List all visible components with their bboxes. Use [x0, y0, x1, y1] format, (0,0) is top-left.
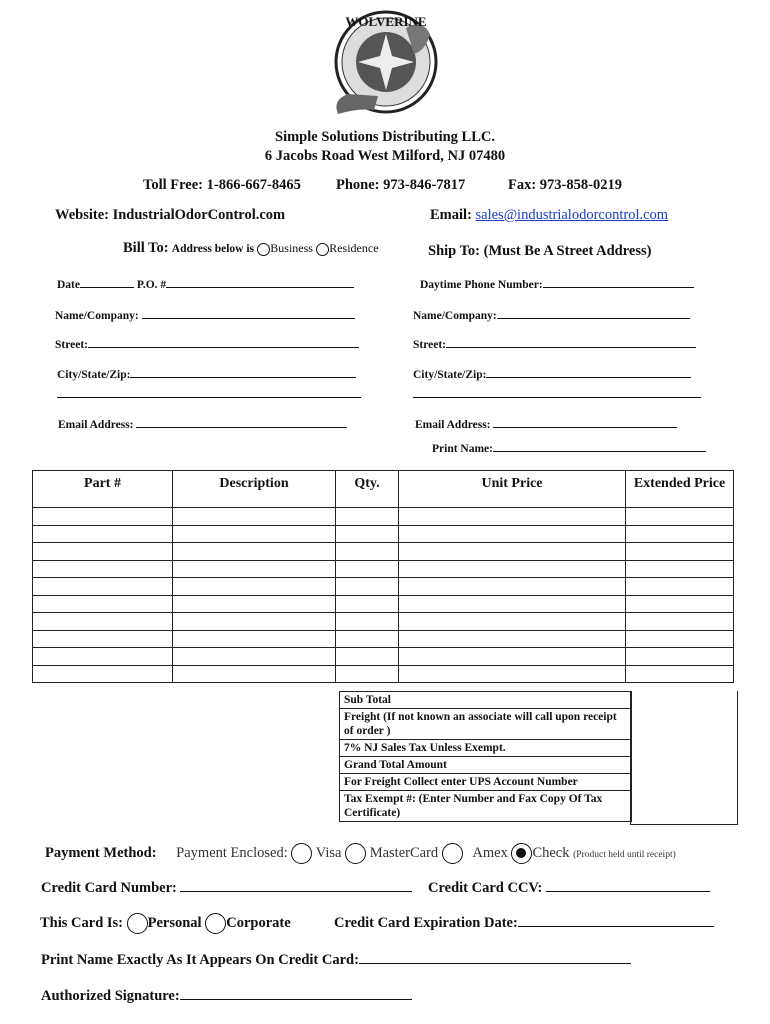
table-cell[interactable]	[626, 508, 734, 526]
mastercard-label: MasterCard	[369, 844, 439, 861]
table-cell[interactable]	[336, 665, 399, 683]
table-cell[interactable]	[399, 595, 626, 613]
residence-radio[interactable]	[316, 243, 329, 256]
corporate-radio[interactable]	[205, 913, 226, 934]
table-row	[33, 648, 734, 666]
table-cell[interactable]	[33, 613, 173, 631]
ship-city-field[interactable]: City/State/Zip:	[413, 365, 691, 381]
po-label: P.O. #	[136, 279, 167, 291]
ship-name-field[interactable]: Name/Company:	[413, 306, 690, 322]
table-cell[interactable]	[399, 613, 626, 631]
table-cell[interactable]	[33, 508, 173, 526]
totals-label: For Freight Collect enter UPS Account Number	[340, 774, 632, 791]
payment-enclosed-radio[interactable]	[291, 843, 312, 864]
table-cell[interactable]	[173, 508, 336, 526]
card-number-field[interactable]: Credit Card Number:	[41, 879, 412, 897]
table-cell[interactable]	[336, 578, 399, 596]
email-link[interactable]: sales@industrialodorcontrol.com	[475, 207, 669, 223]
bill-city-line-2[interactable]	[57, 385, 361, 403]
visa-label: Visa	[315, 844, 342, 861]
totals-row	[340, 791, 632, 822]
ship-street-field[interactable]: Street:	[413, 335, 696, 351]
card-expiration-field[interactable]: Credit Card Expiration Date:	[334, 914, 714, 932]
email-line	[430, 207, 668, 224]
table-cell[interactable]	[173, 665, 336, 683]
wolverine-logo	[318, 10, 448, 122]
totals-label: Tax Exempt #: (Enter Number and Fax Copy Of Tax Certificate)	[340, 791, 632, 822]
table-cell[interactable]	[626, 595, 734, 613]
visa-radio[interactable]	[345, 843, 366, 864]
payment-method-label: Payment Method:	[45, 844, 157, 861]
totals-label: Sub Total	[340, 692, 632, 709]
bill-city-field[interactable]: City/State/Zip:	[57, 365, 356, 381]
check-note: (Product held until receipt)	[573, 849, 676, 860]
table-cell[interactable]	[399, 665, 626, 683]
table-cell[interactable]	[626, 613, 734, 631]
table-row	[33, 630, 734, 648]
table-cell[interactable]	[33, 630, 173, 648]
table-cell[interactable]	[173, 525, 336, 543]
website: Website: IndustrialOdorControl.com	[55, 207, 286, 223]
table-row	[33, 613, 734, 631]
ship-email-field[interactable]: Email Address:	[415, 415, 677, 431]
ship-to-label: Ship To: (Must Be A Street Address)	[428, 243, 652, 259]
table-cell[interactable]	[399, 578, 626, 596]
table-cell[interactable]	[33, 543, 173, 561]
table-cell[interactable]	[399, 648, 626, 666]
table-cell[interactable]	[626, 648, 734, 666]
table-cell[interactable]	[626, 543, 734, 561]
table-cell[interactable]	[399, 508, 626, 526]
bill-to-label: Bill To:	[123, 240, 169, 256]
toll-free: Toll Free: 1-866-667-8465	[143, 177, 301, 193]
table-cell[interactable]	[33, 595, 173, 613]
business-radio[interactable]	[257, 243, 270, 256]
corporate-label: Corporate	[226, 914, 291, 931]
bill-to-line	[123, 240, 379, 257]
table-cell[interactable]	[173, 648, 336, 666]
totals-row	[340, 709, 632, 740]
totals-label: Freight (If not known an associate will call upon receipt of order )	[340, 709, 632, 740]
table-cell[interactable]	[336, 560, 399, 578]
table-row	[33, 508, 734, 526]
fax: Fax: 973-858-0219	[508, 177, 622, 193]
date-field[interactable]: Date P.O. #	[57, 275, 354, 291]
payment-enclosed-label: Payment Enclosed:	[176, 844, 288, 861]
table-row	[33, 543, 734, 561]
company-address: 6 Jacobs Road West Milford, NJ 07480	[264, 148, 506, 164]
header-qty: Qty.	[336, 471, 399, 508]
header-description: Description	[173, 471, 336, 508]
table-cell[interactable]	[173, 630, 336, 648]
table-cell[interactable]	[33, 648, 173, 666]
totals-row	[340, 740, 632, 757]
phone: Phone: 973-846-7817	[336, 177, 466, 193]
email-label: Email:	[430, 207, 472, 223]
table-cell[interactable]	[626, 560, 734, 578]
table-cell[interactable]	[173, 560, 336, 578]
table-cell[interactable]	[173, 578, 336, 596]
table-cell[interactable]	[173, 543, 336, 561]
card-print-name-field[interactable]: Print Name Exactly As It Appears On Credit Card:	[41, 951, 631, 969]
totals-row	[340, 774, 632, 791]
logo-text: WOLVERINE	[345, 14, 427, 29]
table-cell[interactable]	[33, 578, 173, 596]
table-row	[33, 525, 734, 543]
table-cell[interactable]	[33, 665, 173, 683]
table-cell[interactable]	[336, 543, 399, 561]
ship-phone-field[interactable]: Daytime Phone Number:	[420, 275, 694, 291]
table-cell[interactable]	[336, 595, 399, 613]
totals-label: Grand Total Amount	[340, 757, 632, 774]
table-row	[33, 578, 734, 596]
amex-label: Amex	[472, 844, 508, 861]
table-cell[interactable]	[336, 630, 399, 648]
mastercard-radio[interactable]	[442, 843, 463, 864]
table-cell[interactable]	[173, 595, 336, 613]
card-ccv-field[interactable]: Credit Card CCV:	[428, 879, 710, 897]
table-cell[interactable]	[33, 560, 173, 578]
totals-row	[340, 757, 632, 774]
header-part: Part #	[33, 471, 173, 508]
table-cell[interactable]	[399, 543, 626, 561]
table-cell[interactable]	[399, 525, 626, 543]
personal-label: Personal	[147, 914, 202, 931]
bill-name-field[interactable]: Name/Company:	[55, 306, 355, 322]
bill-street-field[interactable]: Street:	[55, 335, 359, 351]
company-name: Simple Solutions Distributing LLC.	[275, 129, 495, 145]
table-cell[interactable]	[336, 508, 399, 526]
authorized-signature-field[interactable]: Authorized Signature:	[41, 987, 412, 1005]
table-cell[interactable]	[336, 613, 399, 631]
totals-row	[340, 692, 632, 709]
table-row	[33, 665, 734, 683]
table-cell[interactable]	[399, 630, 626, 648]
totals-label: 7% NJ Sales Tax Unless Exempt.	[340, 740, 632, 757]
payment-method-row	[45, 843, 676, 864]
table-cell[interactable]	[626, 630, 734, 648]
table-cell[interactable]	[626, 578, 734, 596]
personal-radio[interactable]	[127, 913, 148, 934]
table-cell[interactable]	[336, 648, 399, 666]
residence-label: Residence	[329, 241, 379, 255]
table-cell[interactable]	[173, 613, 336, 631]
table-cell[interactable]	[399, 560, 626, 578]
header-extended-price: Extended Price	[626, 471, 734, 508]
ship-print-name-field[interactable]: Print Name:	[432, 439, 706, 455]
table-row	[33, 595, 734, 613]
business-label: Business	[270, 241, 313, 255]
address-note: Address below is	[171, 243, 255, 255]
header-unit-price: Unit Price	[399, 471, 626, 508]
table-cell[interactable]	[336, 525, 399, 543]
table-row	[33, 560, 734, 578]
totals-table	[339, 691, 632, 822]
bill-email-field[interactable]: Email Address:	[58, 415, 347, 431]
this-card-label: This Card Is:	[40, 914, 123, 931]
this-card-row	[40, 913, 291, 934]
ship-city-line-2[interactable]	[413, 385, 701, 403]
check-label: Check	[532, 844, 570, 861]
check-radio[interactable]	[511, 843, 532, 864]
table-cell[interactable]	[33, 525, 173, 543]
table-cell[interactable]	[626, 525, 734, 543]
totals-amount-column[interactable]	[630, 691, 738, 825]
table-cell[interactable]	[626, 665, 734, 683]
order-items-table	[32, 470, 734, 683]
